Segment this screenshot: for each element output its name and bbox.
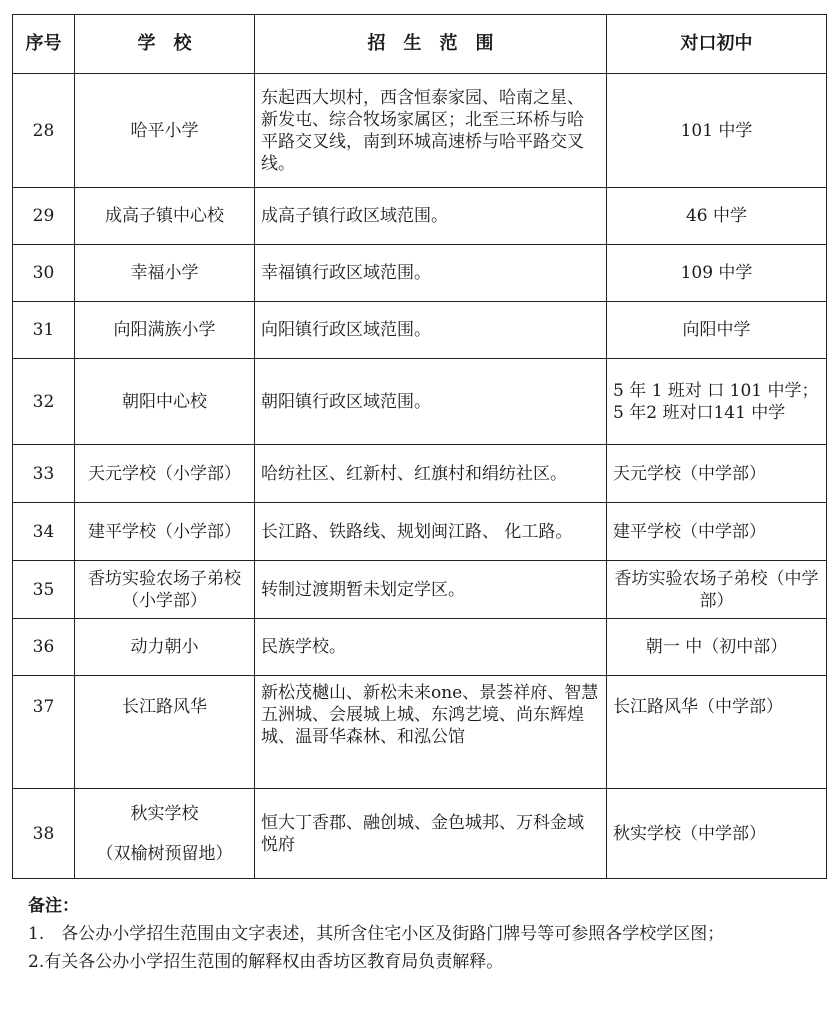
row-range: 朝阳镇行政区域范围。 — [255, 359, 607, 445]
table-row — [13, 245, 827, 302]
row-middle-school: 101 中学 — [607, 74, 827, 188]
table-row — [13, 302, 827, 359]
row-middle-school: 朝一 中（初中部） — [607, 619, 827, 676]
header-school: 学 校 — [75, 15, 255, 74]
table-row — [13, 74, 827, 188]
row-middle-school: 天元学校（中学部） — [607, 445, 827, 503]
row-school: 向阳满族小学 — [75, 302, 255, 359]
row-school: 成高子镇中心校 — [75, 188, 255, 245]
row-middle-school: 香坊实验农场子弟校（中学部） — [607, 561, 827, 619]
row-school: 长江路风华 — [75, 676, 255, 789]
table-row — [13, 445, 827, 503]
row-school: 哈平小学 — [75, 74, 255, 188]
row-school: 天元学校（小学部） — [75, 445, 255, 503]
row-number: 30 — [13, 245, 75, 302]
header-number: 序号 — [13, 15, 75, 74]
row-school: 幸福小学 — [75, 245, 255, 302]
remarks-title: 备注： — [28, 896, 79, 916]
row-number: 31 — [13, 302, 75, 359]
row-school: 朝阳中心校 — [75, 359, 255, 445]
row-number: 32 — [13, 359, 75, 445]
table-row — [13, 789, 827, 879]
table-row — [13, 619, 827, 676]
row-range: 东起西大坝村，西含恒泰家园、哈南之星、新发屯、综合牧场家属区；北至三环桥与哈平路交叉线，南到环城高速桥与哈平路交叉线。 — [255, 74, 607, 188]
table-header-row — [13, 15, 827, 74]
header-range: 招 生 范 围 — [255, 15, 607, 74]
row-number: 35 — [13, 561, 75, 619]
remark-item: 1. 各公办小学招生范围由文字表述，其所含住宅小区及街路门牌号等可参照各学校学区图； — [28, 924, 725, 944]
table-row — [13, 503, 827, 561]
table-row — [13, 188, 827, 245]
row-range: 向阳镇行政区域范围。 — [255, 302, 607, 359]
row-school-cell — [75, 789, 255, 879]
row-number: 37 — [13, 676, 75, 789]
row-range: 恒大丁香郡、融创城、金色城邦、万科金域悦府 — [255, 789, 607, 879]
row-school: 动力朝小 — [75, 619, 255, 676]
row-middle-school: 长江路风华（中学部） — [607, 676, 827, 789]
row-school-note: （双榆树预留地） — [96, 843, 233, 864]
row-middle-school: 秋实学校（中学部） — [607, 789, 827, 879]
row-number: 33 — [13, 445, 75, 503]
table-row — [13, 561, 827, 619]
row-number: 29 — [13, 188, 75, 245]
row-number: 36 — [13, 619, 75, 676]
row-middle-school: 46 中学 — [607, 188, 827, 245]
row-range: 长江路、铁路线、规划闽江路、 化工路。 — [255, 503, 607, 561]
row-school: 香坊实验农场子弟校（小学部） — [75, 561, 255, 619]
row-number: 38 — [13, 789, 75, 879]
row-middle-school: 5 年 1 班对 口 101 中学；5 年2 班对口141 中学 — [607, 359, 827, 445]
table-row — [13, 676, 827, 789]
row-range: 转制过渡期暂未划定学区。 — [255, 561, 607, 619]
row-number: 28 — [13, 74, 75, 188]
remark-item: 2.有关各公办小学招生范围的解释权由香坊区教育局负责解释。 — [28, 952, 504, 972]
row-range: 哈纺社区、红新村、红旗村和绢纺社区。 — [255, 445, 607, 503]
table-row — [13, 359, 827, 445]
row-middle-school: 109 中学 — [607, 245, 827, 302]
row-middle-school: 建平学校（中学部） — [607, 503, 827, 561]
row-school: 秋实学校 — [130, 803, 199, 824]
row-school: 建平学校（小学部） — [75, 503, 255, 561]
row-middle-school: 向阳中学 — [607, 302, 827, 359]
row-range: 幸福镇行政区域范围。 — [255, 245, 607, 302]
remarks-section — [28, 892, 818, 976]
row-range: 新松茂樾山、新松未来one、景荟祥府、智慧五洲城、会展城上城、东鸿艺境、尚东辉煌城、温哥华森林、和泓公馆 — [255, 676, 607, 789]
enrollment-zone-table — [12, 14, 827, 879]
row-range: 成高子镇行政区域范围。 — [255, 188, 607, 245]
row-number: 34 — [13, 503, 75, 561]
row-range: 民族学校。 — [255, 619, 607, 676]
header-middle-school: 对口初中 — [607, 15, 827, 74]
